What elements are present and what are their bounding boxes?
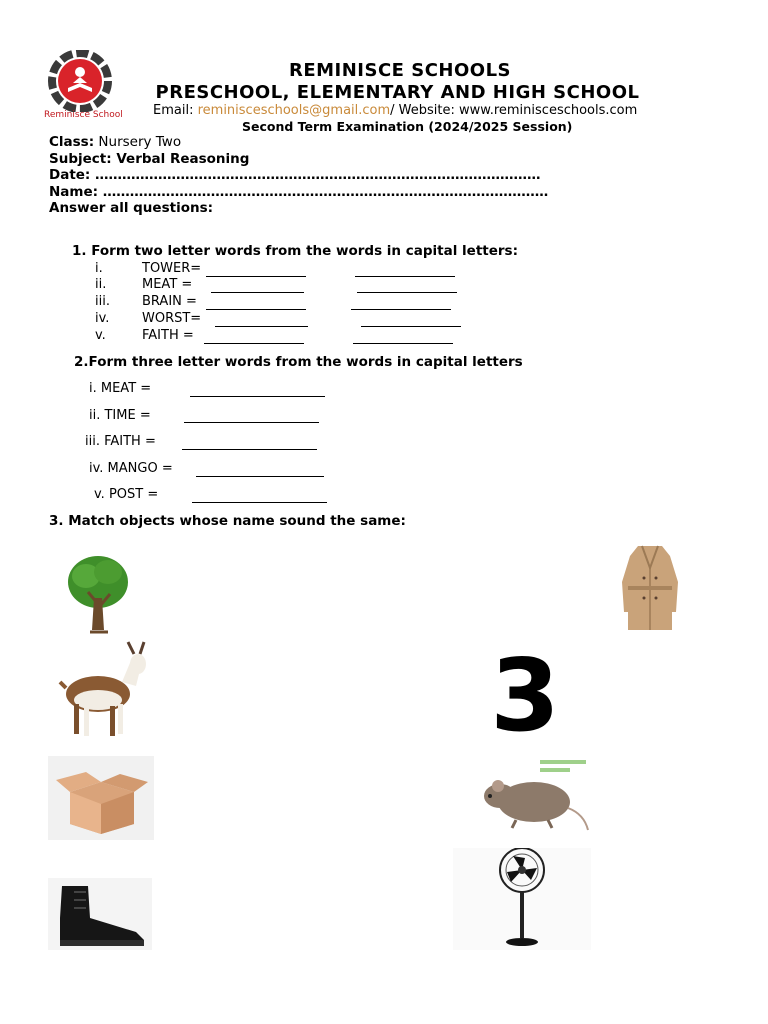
box-image[interactable] [48, 756, 154, 840]
class-label: Class: [49, 134, 95, 150]
q1-item-word: MEAT = [142, 277, 193, 292]
q1-item-word: TOWER= [142, 261, 202, 276]
name-field: Name: ……………………………………………………………………………………… [49, 184, 549, 200]
q2-heading: 2.Form three letter words from the words in capital letters [74, 354, 523, 370]
subject-field: Subject: Verbal Reasoning [49, 151, 250, 167]
q2-answer-blank[interactable] [182, 448, 317, 450]
q1-item-num: iii. [95, 294, 110, 309]
tree-image[interactable] [60, 548, 136, 636]
q1-answer-blank[interactable] [353, 342, 453, 344]
q2-item-label: i. MEAT = [89, 381, 152, 396]
class-field [49, 134, 181, 150]
goat-image[interactable] [52, 638, 152, 742]
school-levels: PRESCHOOL, ELEMENTARY AND HIGH SCHOOL [155, 82, 640, 103]
number-three-image[interactable]: 3 [490, 637, 560, 754]
fan-image[interactable] [453, 848, 591, 950]
q1-answer-blank[interactable] [204, 342, 304, 344]
q3-heading: 3. Match objects whose name sound the same: [49, 513, 406, 529]
q1-item-num: i. [95, 261, 103, 276]
q1-answer-blank[interactable] [361, 325, 461, 327]
website-text: / Website: www.reminisceschools.com [390, 103, 638, 118]
q1-item-word: WORST= [142, 311, 202, 326]
q1-item-num: v. [95, 328, 106, 343]
q2-answer-blank[interactable] [192, 501, 327, 503]
email-link[interactable]: reminisceschools@gmail.com [197, 103, 391, 118]
exam-title: Second Term Examination (2024/2025 Session) [242, 119, 573, 134]
q1-item-num: ii. [95, 277, 107, 292]
q2-item-label: v. POST = [94, 487, 159, 502]
q1-answer-blank[interactable] [206, 275, 306, 277]
q2-answer-blank[interactable] [196, 475, 324, 477]
rat-image[interactable] [472, 756, 590, 838]
coat-image[interactable] [618, 542, 682, 634]
q1-item-word: BRAIN = [142, 294, 197, 309]
school-name: REMINISCE SCHOOLS [288, 60, 512, 81]
q1-heading: 1. Form two letter words from the words in capital letters: [72, 243, 518, 259]
email-label: Email: [153, 103, 198, 118]
q1-item-word: FAITH = [142, 328, 194, 343]
date-field: Date: ……………………………………………………………………………………… [49, 167, 541, 183]
q2-answer-blank[interactable] [184, 421, 319, 423]
q1-answer-blank[interactable] [211, 291, 304, 293]
boot-image[interactable] [48, 878, 152, 950]
q1-answer-blank[interactable] [215, 325, 308, 327]
q1-answer-blank[interactable] [206, 308, 306, 310]
contact-line [153, 103, 637, 118]
class-value: Nursery Two [94, 134, 182, 150]
q1-answer-blank[interactable] [355, 275, 455, 277]
instruction: Answer all questions: [49, 200, 214, 216]
logo-caption: Reminisce School [44, 110, 123, 120]
q2-answer-blank[interactable] [190, 395, 325, 397]
q1-item-num: iv. [95, 311, 110, 326]
q2-item-label: iv. MANGO = [89, 461, 173, 476]
q1-answer-blank[interactable] [357, 291, 457, 293]
q1-answer-blank[interactable] [351, 308, 451, 310]
q2-item-label: ii. TIME = [89, 408, 151, 423]
q2-item-label: iii. FAITH = [85, 434, 156, 449]
